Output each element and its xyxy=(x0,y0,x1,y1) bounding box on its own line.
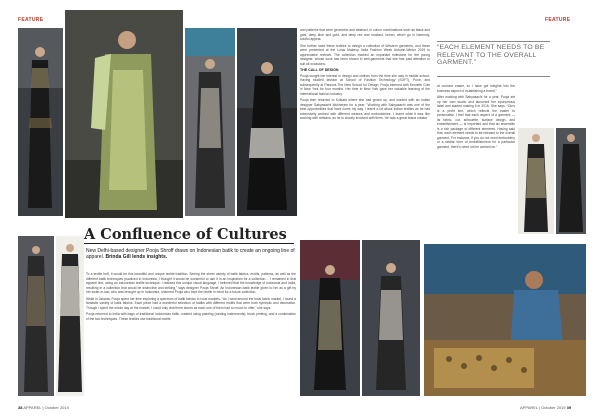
quote-rule-top xyxy=(437,41,550,42)
paragraph: Pooja returned to India with bags of traditional Indonesian batik, created using painting (canting instruments), block printing, and a combination of the two techniques. These textiles use traditional motifs xyxy=(86,312,296,321)
photo-runway-black-dress xyxy=(18,28,63,216)
paragraph: After working with Sabyasachi for a year, Pooja set up her own studio and launched her eponymous label and started making it in 2016. She says, “Ours is a profit line, which reflects the easier to personalise. I feel that each aspect of a garment — its fabric, cut, silhouette, surface design, and embellishment — is important and that an ensemble is a rich package of different elements. Having said that, each element needs to be relevant to the overall garment. For instance, if you do not need embroidery or a similar form of embellishment for a particular garment, there’s need not be worked on.” xyxy=(437,95,515,149)
article-dek xyxy=(86,248,296,260)
paragraph: at connect easier, so I have got insights into the business aspect of establishing a brand.” xyxy=(437,84,515,93)
photo-runway-lower-left xyxy=(18,236,54,396)
article-title: A Confluence of Cultures xyxy=(84,226,287,243)
page-number-right: 39 xyxy=(566,405,572,410)
page-number-left: 38 xyxy=(18,405,23,410)
footer-left xyxy=(18,405,69,410)
paragraph: and patterns that were geometric and abstract, in colour combinations such as black and gold, deep blue and gold, and deep red and mustard, brown, which go in harmony, soulful appeal. xyxy=(300,28,430,41)
photo-runway-lower-left-2 xyxy=(56,236,84,396)
pull-quote: “EACH ELEMENT NEEDS TO BE RELEVANT TO THE OVERALL GARMENT.” xyxy=(437,44,545,67)
photo-runway-right-top-2 xyxy=(556,128,586,234)
body-column-3 xyxy=(437,84,515,151)
photo-runway-right-top xyxy=(518,128,554,234)
publication-right: APPAREL | October 2019 xyxy=(520,405,566,410)
photo-runway-green-outfit xyxy=(65,10,183,218)
photo-runway-lotus-backdrop xyxy=(237,28,297,216)
paragraph: She further used these textiles to design a collection of Western garments, and these were presented at the Lotus Makeup India Fashion Week Autumn-Winter 2019 to appreciative reviews. The collection marked an important milestone for the young designer, whose work has been shown in well-garments that she has paid attention to suit all occasions. xyxy=(300,43,430,66)
publication-left: APPAREL | October 2019 xyxy=(23,405,69,410)
title-underline xyxy=(84,243,294,244)
photo-batik-artisan xyxy=(424,244,586,396)
section-tag-left: FEATURE xyxy=(18,17,44,23)
paragraph: Pooja then returned to Kolkata where she had grown up, and worked with an Indian designer Sabyasachi Mukherjee for a year. “Working with Sabyasachi was one of the best opportunities that have come my way. I learnt a lot about Indian textiles as he has extensively worked with different weaves and embroideries. I learnt what it was like working with artisans, as he is closely involved with them. He was a great brand creator xyxy=(300,98,430,120)
paragraph: While in Jakarta, Pooja spent her time exploring a spectrum of batik fabrics in local markets. “As I went around the local fabric market, I found a fantastic variety of batik fabrics. Each piece had a wonderful selection of batiks with different motifs that were both symbolic and decorative. Though I spent the whole day at the market, I could only visit three stores as each one of them had so much to offer,” she says. xyxy=(86,296,296,310)
paragraph: Pooja sought her interest in design and clothes from the time she was in middle school. Having studied fashion at School of Fashion Technology (SOFT), Pune, and subsequently at Parsons The New School for Design, Pooja interned with Kenneth Cole in New York for four months. Her time in New York gave her valuable learning of the international fashion industry. xyxy=(300,73,430,96)
photo-runway-patterned-wrap xyxy=(185,28,235,216)
subhead-call-of-design: THE CALL OF DESIGN xyxy=(300,68,339,72)
body-column-2 xyxy=(300,28,430,123)
dek-text: New Delhi-based designer Pooja Shroff draws on Indonesian batik to create an ongoing line of apparel. xyxy=(86,248,295,261)
byline: Brinda Gill lends insights. xyxy=(105,254,168,261)
body-column-1 xyxy=(86,272,296,323)
photo-runway-bottom-right xyxy=(362,240,420,396)
section-tag-right: FEATURE xyxy=(545,17,571,23)
footer-right xyxy=(520,405,571,410)
paragraph: To a textile buff, it would be this beautiful and unique textile tradition. Seeing the sheer variety of batik fabrics, motifs, patterns, as well as the different batik techniques practiced in Indonesia, I thought it would be wonderful to use it in an inspiration for a collection… I remained in that apparel line, using an Indonesian textile technique. I realised this unique visual language. I believed that the knowledge of Indonesia and India, resulting in a collection that would be distinctive and striking,” says designer Pooja Shroff. An Indonesian batik textile given to her as a gift by her sister-in-law, who was brought up in Indonesia, charmed Pooja who kept the textile in mind for a future collection. xyxy=(86,272,296,294)
photo-runway-bottom-middle xyxy=(300,240,360,396)
quote-rule-bottom xyxy=(437,76,550,77)
